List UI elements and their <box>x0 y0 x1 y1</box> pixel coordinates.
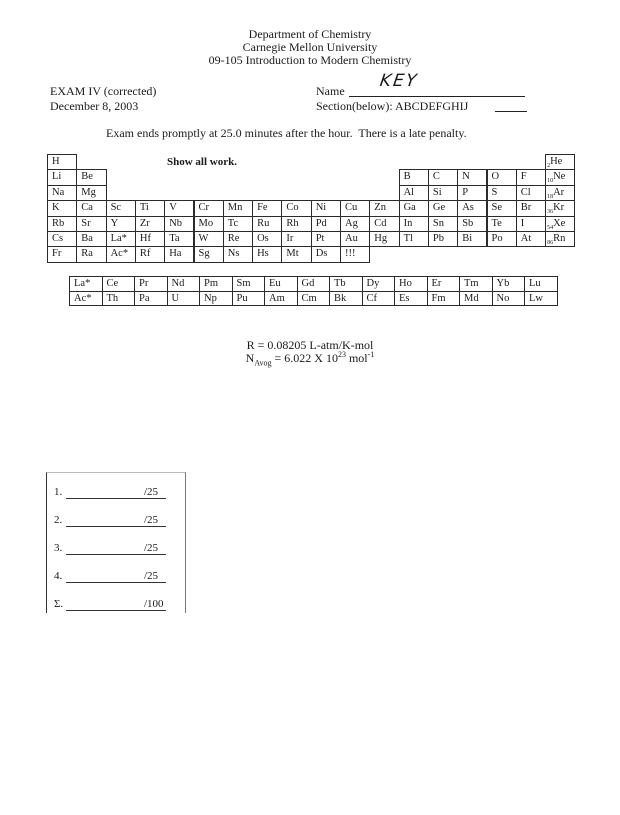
actinide-cell: Np <box>199 291 233 307</box>
element-cell: Au <box>340 231 370 247</box>
exam-date: December 8, 2003 <box>50 99 139 113</box>
actinide-cell: Ac* <box>69 291 103 307</box>
lanthanide-cell: La* <box>69 276 103 292</box>
element-cell: Sn <box>428 216 458 232</box>
element-cell: Tc <box>223 216 253 232</box>
element-cell: !!! <box>340 246 370 262</box>
element-cell: Hf <box>135 231 165 247</box>
name-line <box>349 96 525 97</box>
actinide-cell: Pa <box>134 291 168 307</box>
element-cell: Fe <box>252 200 282 216</box>
element-cell: Ge <box>428 200 458 216</box>
element-cell: Nb <box>164 216 194 232</box>
element-cell: $_2$He <box>545 154 575 170</box>
element-cell: I <box>516 216 546 232</box>
lanthanide-cell: Tm <box>459 276 493 292</box>
score-blank[interactable] <box>66 498 166 499</box>
question-number: Σ. <box>54 598 64 610</box>
show-work: Show all work. <box>167 156 237 168</box>
score-blank[interactable] <box>66 554 166 555</box>
actinide-cell: Bk <box>329 291 363 307</box>
element-cell: Ta <box>164 231 194 247</box>
element-cell: $_{36}$Kr <box>545 200 575 216</box>
section-label: Section(below): ABCDEFGHIJ <box>316 99 469 113</box>
element-cell: At <box>516 231 546 247</box>
actinide-cell: Th <box>102 291 136 307</box>
actinide-cell: Lw <box>524 291 558 307</box>
name-label: Name <box>316 84 345 98</box>
score-blank[interactable] <box>66 610 166 611</box>
element-cell: Rh <box>281 216 311 232</box>
element-cell: Rf <box>135 246 165 262</box>
element-cell: Hg <box>369 231 399 247</box>
element-cell: C <box>428 169 458 185</box>
element-cell: La* <box>106 231 136 247</box>
avogadro-symbol: N <box>245 351 255 365</box>
element-cell: Ag <box>340 216 370 232</box>
element-cell: Y <box>106 216 136 232</box>
lanthanide-cell: Tb <box>329 276 363 292</box>
element-cell: Mo <box>194 216 224 232</box>
element-cell: $_{18}$Ar <box>545 185 575 201</box>
avogadro-subscript: Avog <box>254 358 272 368</box>
gas-constant: R = 0.08205 L-atm/K-mol <box>246 338 374 352</box>
actinide-cell: Es <box>394 291 428 307</box>
header-line-3: 09-105 Introduction to Modern Chemistry <box>208 53 412 67</box>
score-row <box>48 596 184 614</box>
element-cell: H <box>47 154 77 170</box>
element-cell: Se <box>487 200 517 216</box>
element-cell: $_{10}$Ne <box>545 169 575 185</box>
avogadro-unit-exponent: -1 <box>367 350 375 359</box>
header-line-1: Department of Chemistry <box>248 27 372 41</box>
element-cell: Mt <box>281 246 311 262</box>
actinide-cell: No <box>492 291 526 307</box>
element-cell: Cl <box>516 185 546 201</box>
actinide-cell: Cm <box>297 291 331 307</box>
lanthanide-cell: Ce <box>102 276 136 292</box>
element-cell: Sg <box>194 246 224 262</box>
element-cell: Tl <box>399 231 429 247</box>
element-cell: Ru <box>252 216 282 232</box>
element-cell: Po <box>487 231 517 247</box>
score-row <box>48 484 184 502</box>
element-cell: Pb <box>428 231 458 247</box>
lanthanide-cell: Dy <box>362 276 396 292</box>
element-cell: K <box>47 200 77 216</box>
element-cell: F <box>516 169 546 185</box>
question-number: 4. <box>54 570 63 582</box>
element-cell: Ir <box>281 231 311 247</box>
score-row <box>48 568 184 586</box>
lanthanide-cell: Pm <box>199 276 233 292</box>
element-cell: Fr <box>47 246 77 262</box>
element-cell: Ti <box>135 200 165 216</box>
actinide-cell: Cf <box>362 291 396 307</box>
lanthanide-cell: Lu <box>524 276 558 292</box>
element-cell: Pd <box>311 216 341 232</box>
points-possible: /25 <box>144 486 159 498</box>
element-cell: B <box>399 169 429 185</box>
element-cell: In <box>399 216 429 232</box>
points-possible: /100 <box>144 598 164 610</box>
lanthanide-cell: Nd <box>167 276 201 292</box>
element-cell: Sr <box>76 216 106 232</box>
element-cell: Al <box>399 185 429 201</box>
score-blank[interactable] <box>66 582 166 583</box>
score-row <box>48 512 184 530</box>
element-cell: Sc <box>106 200 136 216</box>
element-cell: N <box>457 169 487 185</box>
element-cell: Bi <box>457 231 487 247</box>
element-cell: Ns <box>223 246 253 262</box>
element-cell: Cu <box>340 200 370 216</box>
element-cell: $_{86}$Rn <box>545 231 575 247</box>
element-cell: Ha <box>164 246 194 262</box>
avogadro-exponent: 23 <box>337 350 346 359</box>
element-cell: Mn <box>223 200 253 216</box>
element-cell: Ni <box>311 200 341 216</box>
lanthanide-cell: Er <box>427 276 461 292</box>
element-cell: Pt <box>311 231 341 247</box>
element-cell: Cs <box>47 231 77 247</box>
points-possible: /25 <box>144 514 159 526</box>
points-possible: /25 <box>144 542 159 554</box>
element-cell: V <box>164 200 194 216</box>
element-cell: Os <box>252 231 282 247</box>
question-number: 3. <box>54 542 63 554</box>
actinide-cell: Fm <box>427 291 461 307</box>
element-cell: S <box>487 185 517 201</box>
element-cell: P <box>457 185 487 201</box>
exam-title: EXAM IV (corrected) <box>50 84 157 98</box>
element-cell: Na <box>47 185 77 201</box>
element-cell: O <box>487 169 517 185</box>
section-line <box>495 111 527 112</box>
element-cell: Re <box>223 231 253 247</box>
element-cell: Be <box>76 169 106 185</box>
element-cell: As <box>457 200 487 216</box>
avogadro-constant <box>0 350 620 367</box>
element-cell: Te <box>487 216 517 232</box>
element-cell: Li <box>47 169 77 185</box>
element-cell: Ac* <box>106 246 136 262</box>
element-cell: Ra <box>76 246 106 262</box>
lanthanide-cell: Gd <box>297 276 331 292</box>
element-cell: Rb <box>47 216 77 232</box>
avogadro-value: = 6.022 X 10 <box>271 351 338 365</box>
time-note: Exam ends promptly at 25.0 minutes after the hour. There is a late penalty. <box>106 126 467 140</box>
element-cell: Cr <box>194 200 224 216</box>
actinide-cell: Pu <box>232 291 266 307</box>
element-cell: Ca <box>76 200 106 216</box>
question-number: 1. <box>54 486 63 498</box>
element-cell: Sb <box>457 216 487 232</box>
avogadro-unit: mol <box>345 351 368 365</box>
name-value: KEY <box>378 71 420 91</box>
element-cell: Hs <box>252 246 282 262</box>
lanthanide-cell: Yb <box>492 276 526 292</box>
element-cell: Ds <box>311 246 341 262</box>
element-cell: Mg <box>76 185 106 201</box>
lanthanide-cell: Ho <box>394 276 428 292</box>
actinide-cell: U <box>167 291 201 307</box>
score-blank[interactable] <box>66 526 166 527</box>
points-possible: /25 <box>144 570 159 582</box>
element-cell: Co <box>281 200 311 216</box>
lanthanide-cell: Eu <box>264 276 298 292</box>
element-cell: Zn <box>369 200 399 216</box>
element-cell: W <box>194 231 224 247</box>
element-cell: Ba <box>76 231 106 247</box>
element-cell: Cd <box>369 216 399 232</box>
actinide-cell: Am <box>264 291 298 307</box>
element-cell: $_{54}$Xe <box>545 216 575 232</box>
element-cell: Br <box>516 200 546 216</box>
element-cell: Si <box>428 185 458 201</box>
element-cell: Zr <box>135 216 165 232</box>
actinide-cell: Md <box>459 291 493 307</box>
lanthanide-cell: Sm <box>232 276 266 292</box>
score-row <box>48 540 184 558</box>
header-line-2: Carnegie Mellon University <box>242 40 378 54</box>
question-number: 2. <box>54 514 63 526</box>
lanthanide-cell: Pr <box>134 276 168 292</box>
element-cell: Ga <box>399 200 429 216</box>
